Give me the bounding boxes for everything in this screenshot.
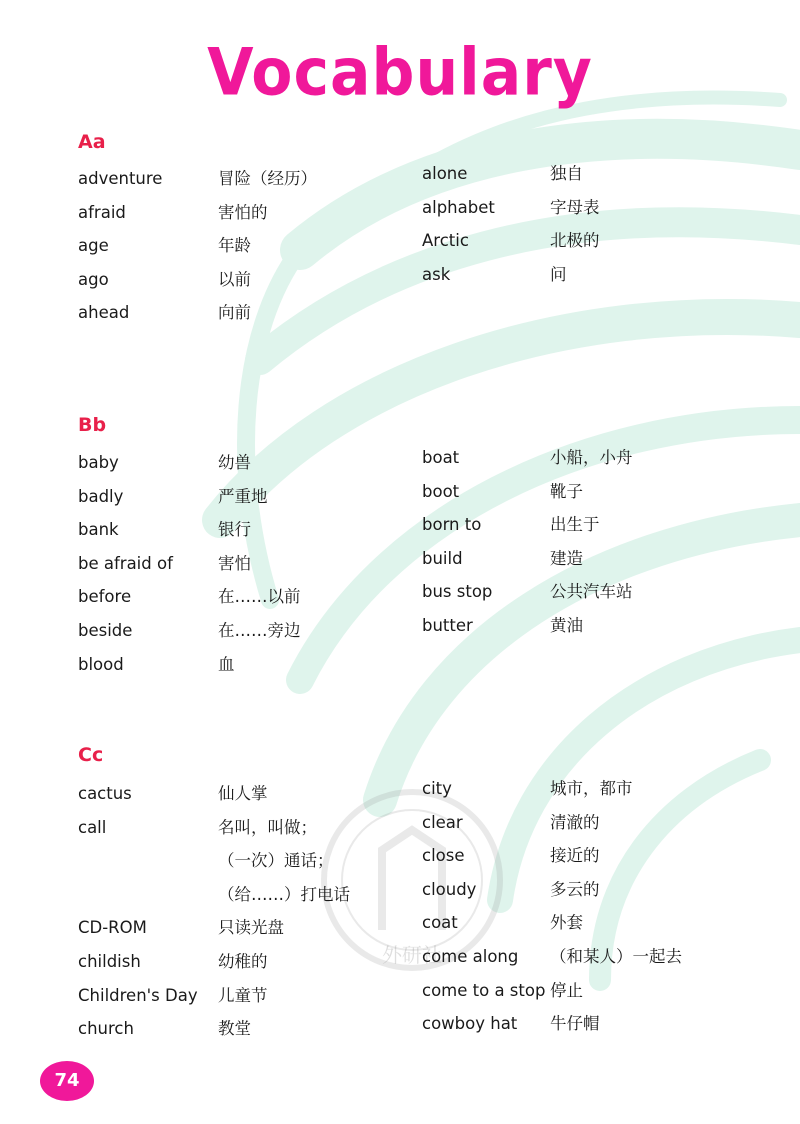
- entry-word: boot: [422, 481, 460, 501]
- entry-word: alone: [422, 164, 468, 183]
- entry-word: be afraid of: [78, 553, 173, 573]
- entry-meaning: 多云的: [550, 879, 600, 899]
- watermark-text: 外研社: [382, 943, 442, 967]
- entry-meaning: 城市，都市: [550, 779, 633, 798]
- entry-meaning: 幼兽: [218, 453, 251, 472]
- entry-word: church: [78, 1019, 134, 1039]
- entry-meaning: 出生于: [550, 515, 600, 535]
- entry-word: cowboy hat: [422, 1014, 518, 1034]
- entry-meaning: 独自: [550, 164, 583, 183]
- entry-word: come along: [422, 946, 519, 966]
- entry-meaning: （一次）通话；: [218, 851, 334, 871]
- entry-word: born to: [422, 515, 482, 535]
- entry-meaning: 外套: [550, 913, 583, 933]
- entry-meaning: 问: [550, 264, 567, 284]
- entry-meaning: 严重地: [218, 486, 268, 506]
- entry-meaning: 小船，小舟: [550, 448, 633, 467]
- entry-word: call: [78, 817, 107, 837]
- entry-meaning: 血: [218, 654, 235, 674]
- entry-word: clear: [422, 812, 463, 832]
- entry-meaning: 年龄: [218, 236, 251, 256]
- entry-word: Children's Day: [78, 985, 198, 1005]
- entry-meaning: （给……）打电话: [218, 884, 350, 904]
- entry-meaning: 银行: [218, 520, 251, 540]
- entry-word: coat: [422, 913, 458, 933]
- entry-word: blood: [78, 654, 124, 674]
- entry-meaning: 只读光盘: [218, 918, 284, 938]
- entry-meaning: 字母表: [550, 197, 600, 217]
- entry-meaning: 仙人掌: [218, 784, 268, 803]
- entry-meaning: 在……以前: [218, 587, 301, 607]
- entry-word: adventure: [78, 169, 163, 188]
- entry-word: age: [78, 236, 109, 256]
- entry-meaning: 向前: [218, 303, 251, 323]
- page-title: Vocabulary: [207, 35, 593, 111]
- entry-word: ask: [422, 264, 451, 284]
- entry-meaning: 建造: [550, 548, 583, 568]
- entry-meaning: 公共汽车站: [550, 582, 633, 602]
- entry-word: city: [422, 779, 452, 798]
- entry-word: bus stop: [422, 582, 493, 602]
- entry-meaning: 北极的: [550, 231, 600, 251]
- entry-meaning: 牛仔帽: [550, 1014, 600, 1034]
- entry-word: butter: [422, 615, 473, 635]
- entry-word: ago: [78, 269, 109, 289]
- entry-word: bank: [78, 520, 119, 540]
- entry-meaning: 儿童节: [218, 985, 268, 1005]
- entry-word: badly: [78, 486, 124, 506]
- section-heading-aa: Aa: [78, 131, 106, 153]
- entry-word: cloudy: [422, 879, 477, 899]
- entry-meaning: 教堂: [218, 1019, 251, 1039]
- section-heading-bb: Bb: [78, 414, 107, 436]
- entry-word: build: [422, 548, 463, 568]
- page-number-badge: 74: [40, 1061, 94, 1101]
- entry-meaning: 清澈的: [550, 812, 600, 832]
- entry-meaning: 害怕的: [218, 202, 268, 222]
- entry-word: beside: [78, 620, 133, 640]
- entry-word: afraid: [78, 202, 126, 222]
- entry-word: ahead: [78, 303, 130, 323]
- entry-word: come to a stop: [422, 980, 546, 1000]
- entry-word: childish: [78, 951, 141, 971]
- entry-word: close: [422, 846, 465, 866]
- entry-word: boat: [422, 448, 460, 467]
- entry-meaning: 害怕: [218, 553, 251, 573]
- entry-meaning: 以前: [218, 269, 251, 289]
- entry-meaning: 冒险（经历）: [218, 169, 317, 188]
- entry-meaning: 在……旁边: [218, 620, 301, 640]
- entry-meaning: 靴子: [550, 481, 583, 501]
- entry-word: alphabet: [422, 197, 495, 217]
- section-heading-cc: Cc: [78, 744, 104, 766]
- entry-word: Arctic: [422, 231, 469, 251]
- entry-meaning: （和某人）一起去: [550, 946, 682, 966]
- entry-word: cactus: [78, 784, 132, 803]
- entry-meaning: 接近的: [550, 846, 600, 866]
- entry-meaning: 名叫，叫做；: [218, 817, 317, 837]
- entry-word: before: [78, 587, 132, 607]
- entry-meaning: 停止: [550, 980, 583, 1000]
- entry-meaning: 幼稚的: [218, 951, 268, 971]
- entry-meaning: 黄油: [550, 615, 583, 635]
- entry-word: CD-ROM: [78, 918, 147, 938]
- entry-word: baby: [78, 453, 119, 472]
